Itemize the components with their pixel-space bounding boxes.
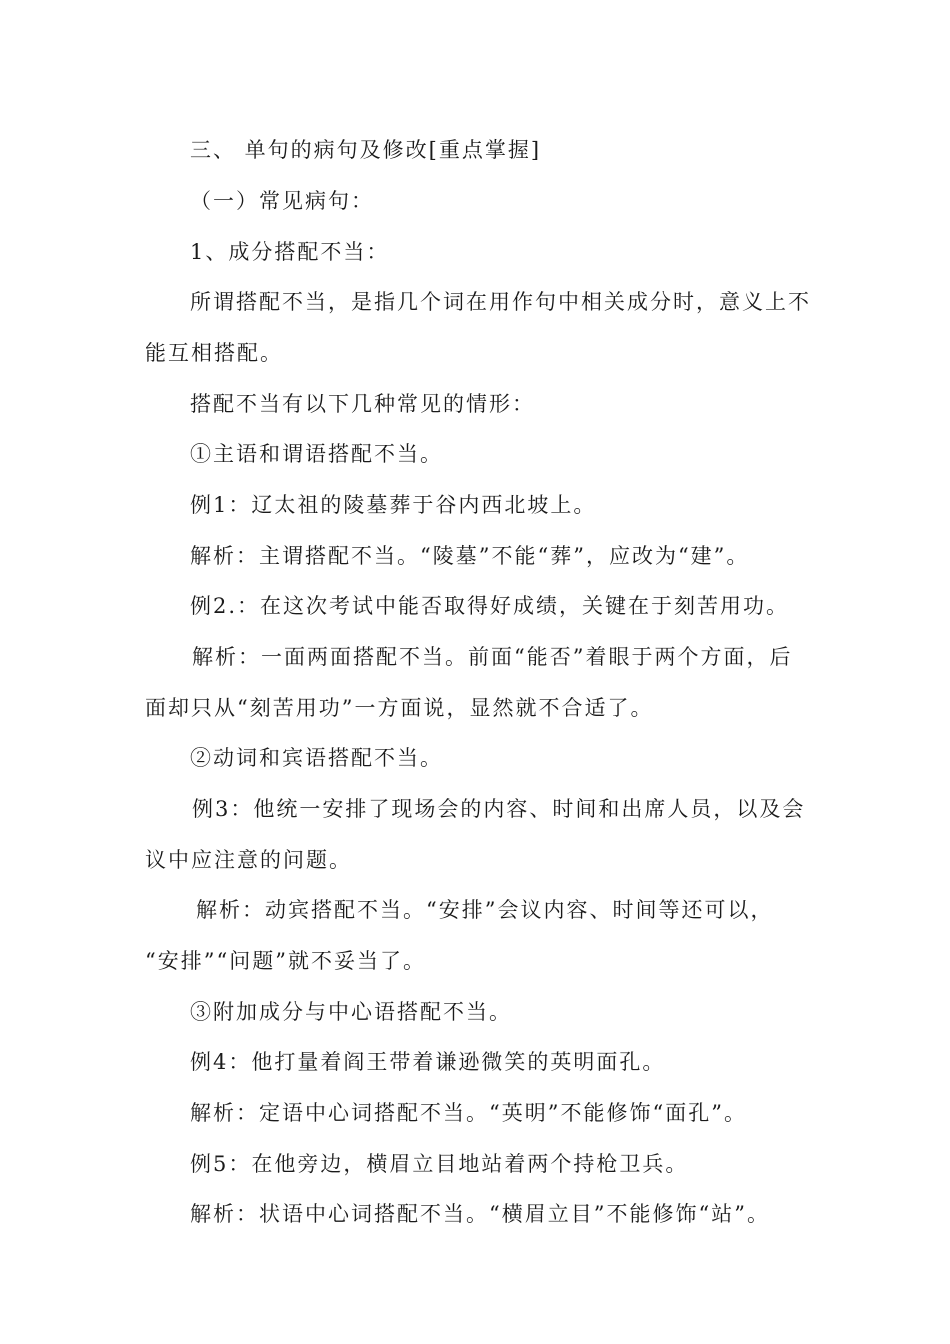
case-heading-1: ①主语和谓语搭配不当。 bbox=[190, 442, 443, 466]
subsection-heading: （一）常见病句： bbox=[190, 189, 374, 213]
analysis-4: 解析：定语中心词搭配不当。“英明”不能修饰“面孔”。 bbox=[190, 1101, 747, 1125]
intro-paragraph: 搭配不当有以下几种常见的情形： bbox=[190, 392, 535, 416]
example-4: 例4：他打量着阎王带着谦逊微笑的英明面孔。 bbox=[190, 1050, 666, 1074]
example-2: 例2.：在这次考试中能否取得好成绩，关键在于刻苦用功。 bbox=[190, 594, 790, 618]
definition-line-1: 所谓搭配不当，是指几个词在用作句中相关成分时，意义上不 bbox=[190, 290, 811, 314]
definition-line-2: 能互相搭配。 bbox=[145, 341, 283, 365]
example-3-line-1: 例3：他统一安排了现场会的内容、时间和出席人员，以及会 bbox=[192, 797, 806, 821]
case-heading-3: ③附加成分与中心语搭配不当。 bbox=[190, 1000, 512, 1024]
analysis-1: 解析：主谓搭配不当。“陵墓”不能“葬”，应改为“建”。 bbox=[190, 544, 750, 568]
analysis-5: 解析：状语中心词搭配不当。“横眉立目”不能修饰“站”。 bbox=[190, 1202, 770, 1226]
example-3-line-2: 议中应注意的问题。 bbox=[145, 848, 352, 872]
case-heading-2: ②动词和宾语搭配不当。 bbox=[190, 746, 443, 770]
section-heading: 三、 单句的病句及修改[重点掌握] bbox=[190, 138, 542, 162]
analysis-2-line-1: 解析：一面两面搭配不当。前面“能否”着眼于两个方面，后 bbox=[192, 645, 793, 669]
analysis-3-line-2: “安排”“问题”就不妥当了。 bbox=[145, 949, 426, 973]
topic-heading: 1、成分搭配不当： bbox=[190, 240, 390, 264]
analysis-3-line-1: 解析：动宾搭配不当。“安排”会议内容、时间等还可以， bbox=[196, 898, 774, 922]
analysis-2-line-2: 面却只从“刻苦用功”一方面说，显然就不合适了。 bbox=[145, 696, 654, 720]
example-1: 例1：辽太祖的陵墓葬于谷内西北坡上。 bbox=[190, 493, 597, 517]
example-5: 例5：在他旁边，横眉立目地站着两个持枪卫兵。 bbox=[190, 1152, 689, 1176]
